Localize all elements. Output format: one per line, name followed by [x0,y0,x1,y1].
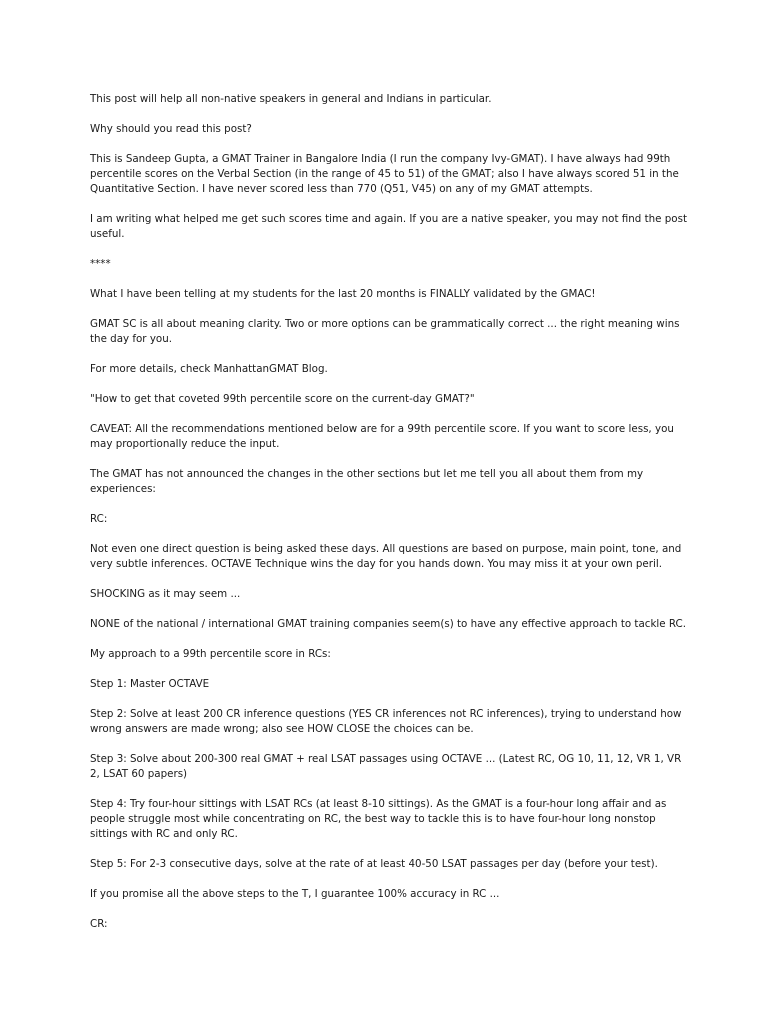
paragraph-other-sections: The GMAT has not announced the changes in the other sections but let me tell you all about them from my experiences: [90,468,644,495]
paragraph-purpose: I am writing what helped me get such scores time and again. If you are a native speaker, you may not find the post useful. [90,213,687,240]
paragraph-shocking: SHOCKING as it may seem ... [90,588,241,600]
paragraph-step-4: Step 4: Try four-hour sittings with LSAT RCs (at least 8-10 sittings). As the GMAT is a four-hour long affair and as people struggle most while concentrating on RC, the best way to tackle this is to have four-hour long nonstop sittings with RC and only RC. [90,798,667,840]
document-body [90,92,690,947]
paragraph-caveat: CAVEAT: All the recommendations mentioned below are for a 99th percentile score. If you want to score less, you may proportionally reduce the input. [90,423,674,450]
paragraph-guarantee: If you promise all the above steps to the T, I guarantee 100% accuracy in RC ... [90,888,500,900]
paragraph-sc-meaning: GMAT SC is all about meaning clarity. Two or more options can be grammatically correct ... the right meaning wins the day for you. [90,318,680,345]
paragraph-step-2: Step 2: Solve at least 200 CR inference questions (YES CR inferences not RC inferences), trying to understand how wrong answers are made wrong; also see HOW CLOSE the choices can be. [90,708,682,735]
paragraph-step-5: Step 5: For 2-3 consecutive days, solve at the rate of at least 40-50 LSAT passages per day (before your test). [90,858,658,870]
paragraph-cr-heading: CR: [90,918,108,930]
paragraph-quote-heading: "How to get that coveted 99th percentile score on the current-day GMAT?" [90,393,475,405]
paragraph-my-approach: My approach to a 99th percentile score in RCs: [90,648,331,660]
paragraph-step-3: Step 3: Solve about 200-300 real GMAT + real LSAT passages using OCTAVE ... (Latest RC, OG 10, 11, 12, VR 1, VR 2, LSAT 60 papers) [90,753,682,780]
paragraph-step-1: Step 1: Master OCTAVE [90,678,210,690]
paragraph-separator: **** [90,258,111,270]
paragraph-more-details: For more details, check ManhattanGMAT Blog. [90,363,328,375]
paragraph-none-companies: NONE of the national / international GMAT training companies seem(s) to have any effective approach to tackle RC. [90,618,686,630]
paragraph-rc-heading: RC: [90,513,108,525]
paragraph-author-bio: This is Sandeep Gupta, a GMAT Trainer in Bangalore India (I run the company Ivy-GMAT). I have always had 99th percentile scores on the Verbal Section (in the range of 45 to 51) of the GMAT; also I have always scored 51 in the Quantitative Section. I have never scored less than 770 (Q51, V45) on any of my GMAT attempts. [90,153,679,195]
paragraph-why-read: Why should you read this post? [90,123,252,135]
paragraph-gmac-validation: What I have been telling at my students for the last 20 months is FINALLY validated by the GMAC! [90,288,596,300]
paragraph-rc-questions: Not even one direct question is being asked these days. All questions are based on purpose, main point, tone, and very subtle inferences. OCTAVE Technique wins the day for you hands down. You may miss it at your own peril. [90,543,682,570]
paragraph-intro: This post will help all non-native speakers in general and Indians in particular. [90,93,492,105]
